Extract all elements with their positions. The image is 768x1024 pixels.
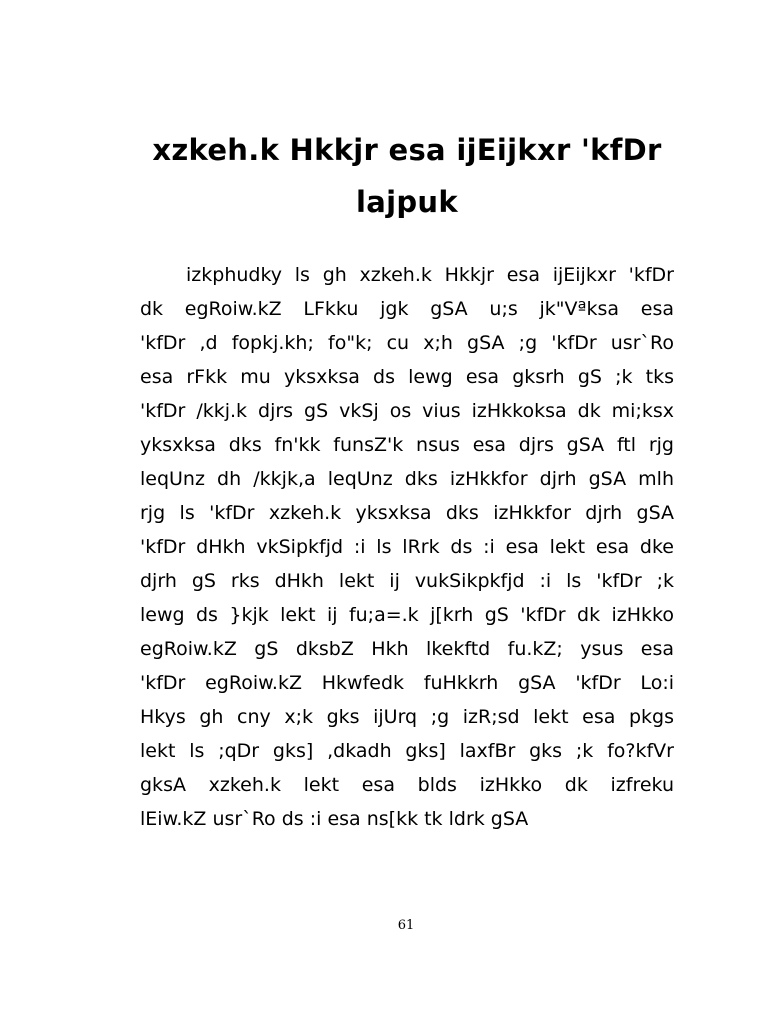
paragraph-line: rjg ls 'kfDr xzkeh.k yksxksa dks izHkkfor djrh gSA bbox=[140, 502, 674, 524]
page-number: 61 bbox=[397, 918, 415, 933]
paragraph-line: egRoiw.kZ gS dksbZ Hkh lkekftd fu.kZ; ysus esa bbox=[140, 638, 674, 660]
paragraph-line: esa rFkk mu yksxksa ds lewg esa gksrh gS ;k tks bbox=[140, 366, 674, 388]
paragraph-line: djrh gS rks dHkh lekt ij vukSikpkfjd :i ls 'kfDr ;k bbox=[140, 570, 674, 592]
paragraph-line: lEiw.kZ usr`Ro ds :i esa ns[kk tk ldrk gSA bbox=[140, 808, 529, 830]
paragraph-line: yksxksa dks fn'kk funsZ'k nsus esa djrs gSA ftl rjg bbox=[140, 434, 674, 456]
title-line: xzkeh.k Hkkjr esa ijEijkxr 'kfDr bbox=[152, 133, 662, 167]
page-title bbox=[120, 124, 694, 228]
title-line: lajpuk bbox=[356, 185, 458, 219]
paragraph-line: izkphudky ls gh xzkeh.k Hkkjr esa ijEijkxr 'kfDr bbox=[186, 264, 674, 286]
paragraph-line: dk egRoiw.kZ LFkku jgk gSA u;s jk"Vªksa esa bbox=[140, 298, 674, 320]
paragraph-line: 'kfDr /kkj.k djrs gS vkSj os vius izHkkoksa dk mi;ksx bbox=[140, 400, 674, 422]
paragraph-line: lewg ds }kjk lekt ij fu;a=.k j[krh gS 'kfDr dk izHkko bbox=[140, 604, 674, 626]
paragraph-line: gksA xzkeh.k lekt esa blds izHkko dk izfreku bbox=[140, 774, 674, 796]
paragraph-line: 'kfDr egRoiw.kZ Hkwfedk fuHkkrh gSA 'kfDr Lo:i bbox=[140, 672, 674, 694]
paragraph-line: 'kfDr ,d fopkj.kh; fo"k; cu x;h gSA ;g 'kfDr usr`Ro bbox=[140, 332, 674, 354]
paragraph-line: leqUnz dh /kkjk,a leqUnz dks izHkkfor djrh gSA mlh bbox=[140, 468, 674, 490]
paragraph-line: lekt ls ;qDr gks] ,dkadh gks] laxfBr gks ;k fo?kfVr bbox=[140, 740, 674, 762]
body-paragraph bbox=[140, 258, 674, 836]
paragraph-line: 'kfDr dHkh vkSipkfjd :i ls lRrk ds :i esa lekt esa dke bbox=[140, 536, 674, 558]
paragraph-line: Hkys gh cny x;k gks ijUrq ;g izR;sd lekt esa pkgs bbox=[140, 706, 674, 728]
